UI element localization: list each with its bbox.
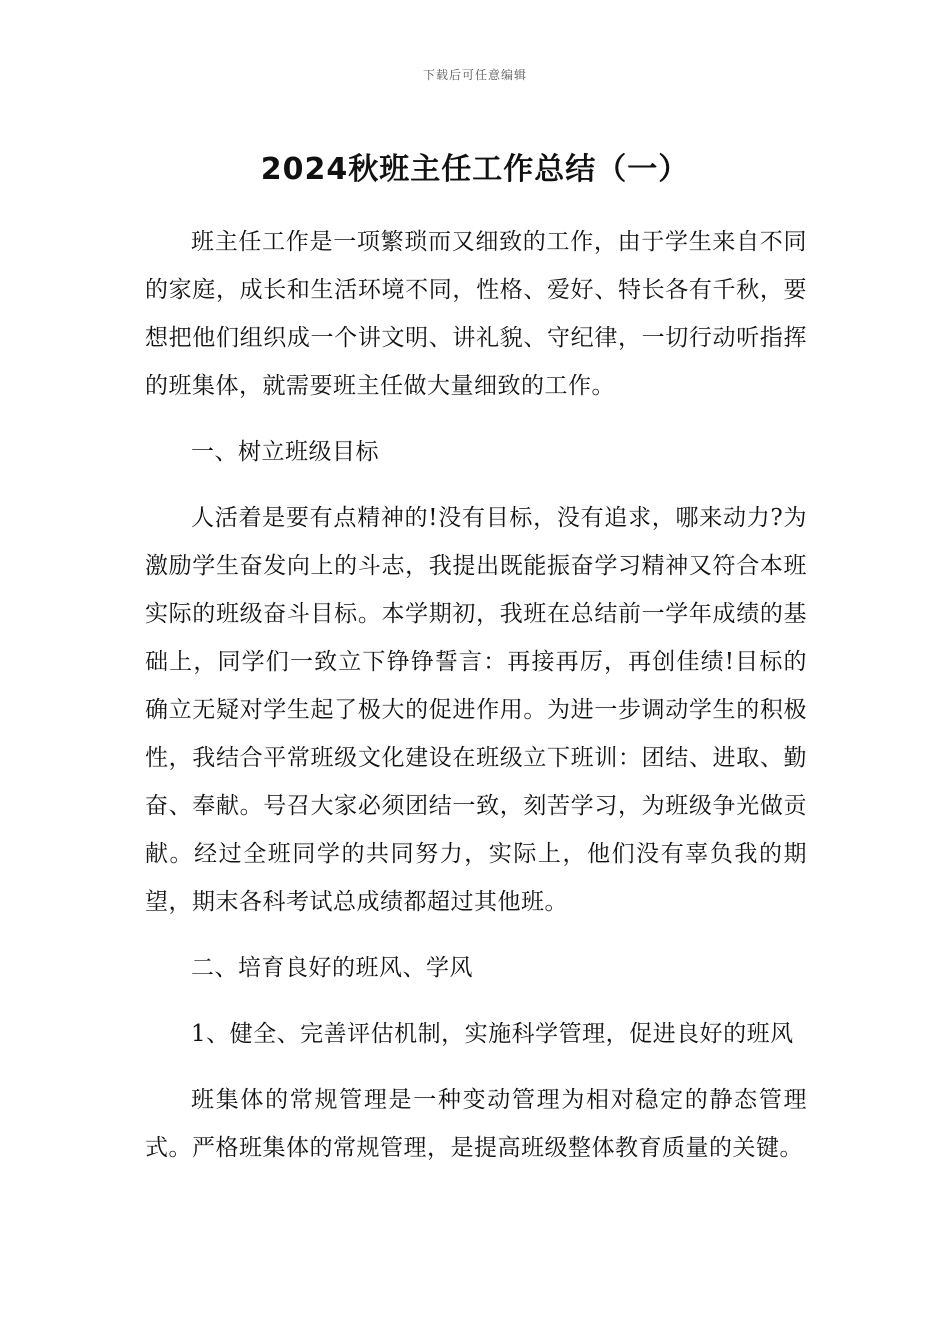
section-heading-1: 一、树立班级目标 <box>191 439 379 465</box>
document-body <box>145 218 807 1190</box>
section-heading-2: 二、培育良好的班风、学风 <box>191 955 473 981</box>
section-1-paragraph: 人活着是要有点精神的!没有目标，没有追求，哪来动力?为激励学生奋发向上的斗志，我提出既能振奋学习精神又符合本班实际的班级奋斗目标。本学期初，我班在总结前一学年成绩的基础上，同学们一致立下铮铮誓言：再接再厉，再创佳绩!目标的确立无疑对学生起了极大的促进作用。为进一步调动学生的积极性，我结合平常班级文化建设在班级立下班训：团结、进取、勤奋、奉献。号召大家必须团结一致，刻苦学习，为班级争光做贡献。经过全班同学的共同努力，实际上，他们没有辜负我的期望，期末各科考试总成绩都超过其他班。 <box>145 505 807 915</box>
intro-paragraph: 班主任工作是一项繁琐而又细致的工作，由于学生来自不同的家庭，成长和生活环境不同，性格、爱好、特长各有千秋，要想把他们组织成一个讲文明、讲礼貌、守纪律，一切行动听指挥的班集体，就需要班主任做大量细致的工作。 <box>145 229 807 399</box>
header-note: 下载后可任意编辑 <box>422 68 527 82</box>
subsection-2-1-paragraph: 班集体的常规管理是一种变动管理为相对稳定的静态管理式。严格班集体的常规管理，是提高班级整体教育质量的关键。 <box>145 1087 807 1161</box>
subsection-heading-2-1: 1、健全、完善评估机制，实施科学管理，促进良好的班风 <box>191 1021 794 1047</box>
document-title: 2024秋班主任工作总结（一） <box>260 152 690 187</box>
